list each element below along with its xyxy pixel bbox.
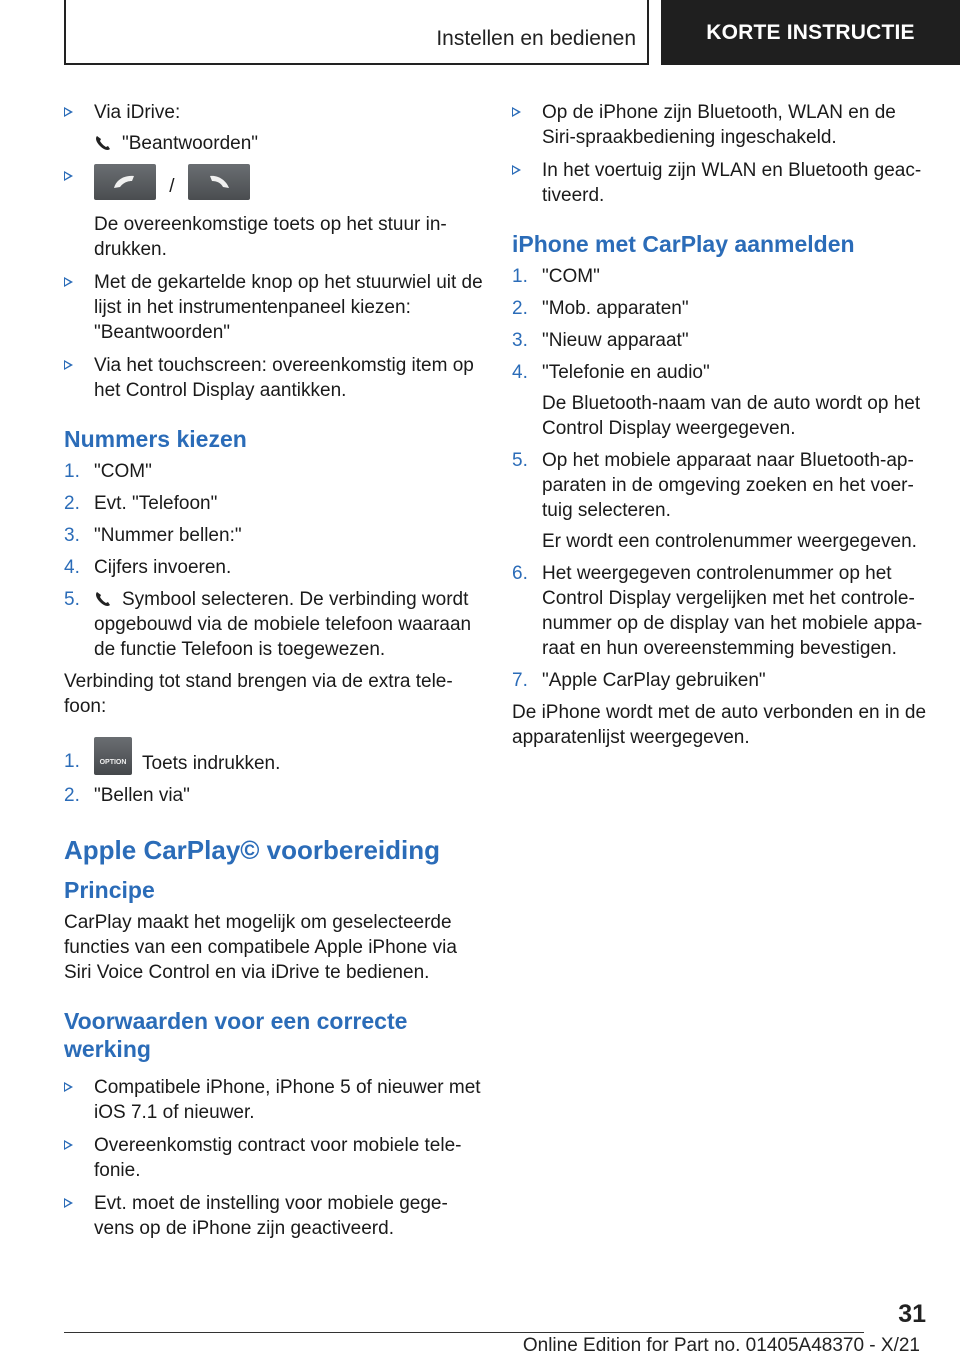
bullet-label: Via iDrive: [94,102,181,123]
phone-handset-icon [94,590,116,608]
heading-principe: Principe [64,877,155,903]
key-separator: / [169,176,175,197]
header-chapter-tab: KORTE INSTRUCTIE [661,0,960,65]
footer-rule [64,1332,864,1333]
footer-edition: Online Edition for Part no. 01405A48370 - X/21 [522,1335,920,1356]
step-sub: Er wordt een controlenummer weergegeven. [542,531,917,552]
bullet-sub: "Beantwoorden" [94,131,484,156]
bullet-knurled-knob: Met de gekartelde knop op het stuurwiel uit de lijst in het instrumentenpaneel kiezen: "Beantwoorden" [64,270,484,345]
phone-hangup-button [188,164,250,200]
principe-text: CarPlay maakt het mogelijk om geselecteerde functies van een compatibele Apple iPhone via Siri Voice Control en via iDrive te bedienen. [64,912,457,983]
triangle-bullet-icon [64,360,73,370]
header-bottom-rule [64,63,649,65]
heading-apple-carplay: Apple CarPlay© voorbereiding [64,835,441,865]
phone-hangup-icon [206,172,232,192]
page-number: 31 [898,1300,926,1328]
step-item: 1. "COM" [64,461,152,482]
header-left-rule [64,0,66,64]
bullet-item: Compatibele iPhone, iPhone 5 of nieuwer met iOS 7.1 of nieuwer. [64,1075,484,1125]
closing-text: De iPhone wordt met de auto verbonden en in de apparatenlijst weergegeven. [512,702,927,748]
bullet-via-idrive [64,100,484,156]
header-section-title: Instellen en bedienen [436,27,636,50]
bullet-item: Overeenkomstig contract voor mobiele tele-fonie. [64,1133,484,1183]
triangle-bullet-icon [64,277,73,287]
step-sub: De Bluetooth-naam van de auto wordt op het Control Display weergegeven. [542,393,921,439]
heading-voorwaarden: Voorwaarden voor een correcte werking [64,1008,408,1062]
step-item: 7. "Apple CarPlay gebruiken" [512,670,766,691]
heading-iphone-aanmelden: iPhone met CarPlay aanmelden [512,231,855,257]
triangle-bullet-icon [64,107,73,117]
step-item: 1. OPTION Toets indrukken. [64,737,484,776]
step-item: 2. "Mob. apparaten" [512,298,689,319]
triangle-bullet-icon [64,1198,73,1208]
step-item: 4. "Telefonie en audio" De Bluetooth-naam van de auto wordt op het Control Display weergegeven. [512,360,932,441]
triangle-bullet-icon [64,171,73,181]
phone-pickup-button [94,164,156,200]
bullet-sub: De overeenkomstige toets op het stuur in-drukken. [94,214,447,260]
header-divider [647,0,649,64]
bullet-steering-keys [64,164,484,262]
step-item: 6. Het weergegeven controlenummer op het Control Display vergelijken met het controle-nummer op de display van het mobiele appa-raat en hun overeenstemming bevestigen. [512,563,923,659]
bullet-item: Evt. moet de instelling voor mobiele gege-vens op de iPhone zijn geactiveerd. [64,1191,484,1241]
step-item: 1. "COM" [512,266,600,287]
right-column [512,100,932,750]
step-item: 4. Cijfers invoeren. [64,557,232,578]
triangle-bullet-icon [64,1140,73,1150]
triangle-bullet-icon [512,165,521,175]
steering-key-row [94,164,484,200]
bullet-item: Op de iPhone zijn Bluetooth, WLAN en de Siri-spraakbediening ingeschakeld. [512,100,932,150]
left-column [64,100,484,1249]
heading-nummers-kiezen: Nummers kiezen [64,426,247,452]
option-button-icon: OPTION [94,737,132,775]
phone-handset-icon [94,134,116,152]
step-item: 2. Evt. "Telefoon" [64,493,218,514]
bullet-touchscreen: Via het touchscreen: overeenkomstig item op het Control Display aantikken. [64,353,484,403]
phone-pickup-icon [112,172,138,192]
step-item: 2. "Bellen via" [64,785,190,806]
step-item: 3. "Nummer bellen:" [64,525,242,546]
bullet-item: In het voertuig zijn WLAN en Bluetooth geac-tiveerd. [512,158,932,208]
step-item: 5. Op het mobiele apparaat naar Bluetooth-ap-paraten in de omgeving zoeken en het voer-tuig selecteren. Er wordt een controlenummer weergegeven. [512,448,932,554]
step-item: 5. Symbool selecteren. De verbinding wordt opgebouwd via de mobiele telefoon waaraan de functie Telefoon is toegewezen. [64,589,472,660]
step-item: 3. "Nieuw apparaat" [512,330,689,351]
extra-phone-text: Verbinding tot stand brengen via de extra tele-foon: [64,671,453,717]
triangle-bullet-icon [512,107,521,117]
triangle-bullet-icon [64,1082,73,1092]
